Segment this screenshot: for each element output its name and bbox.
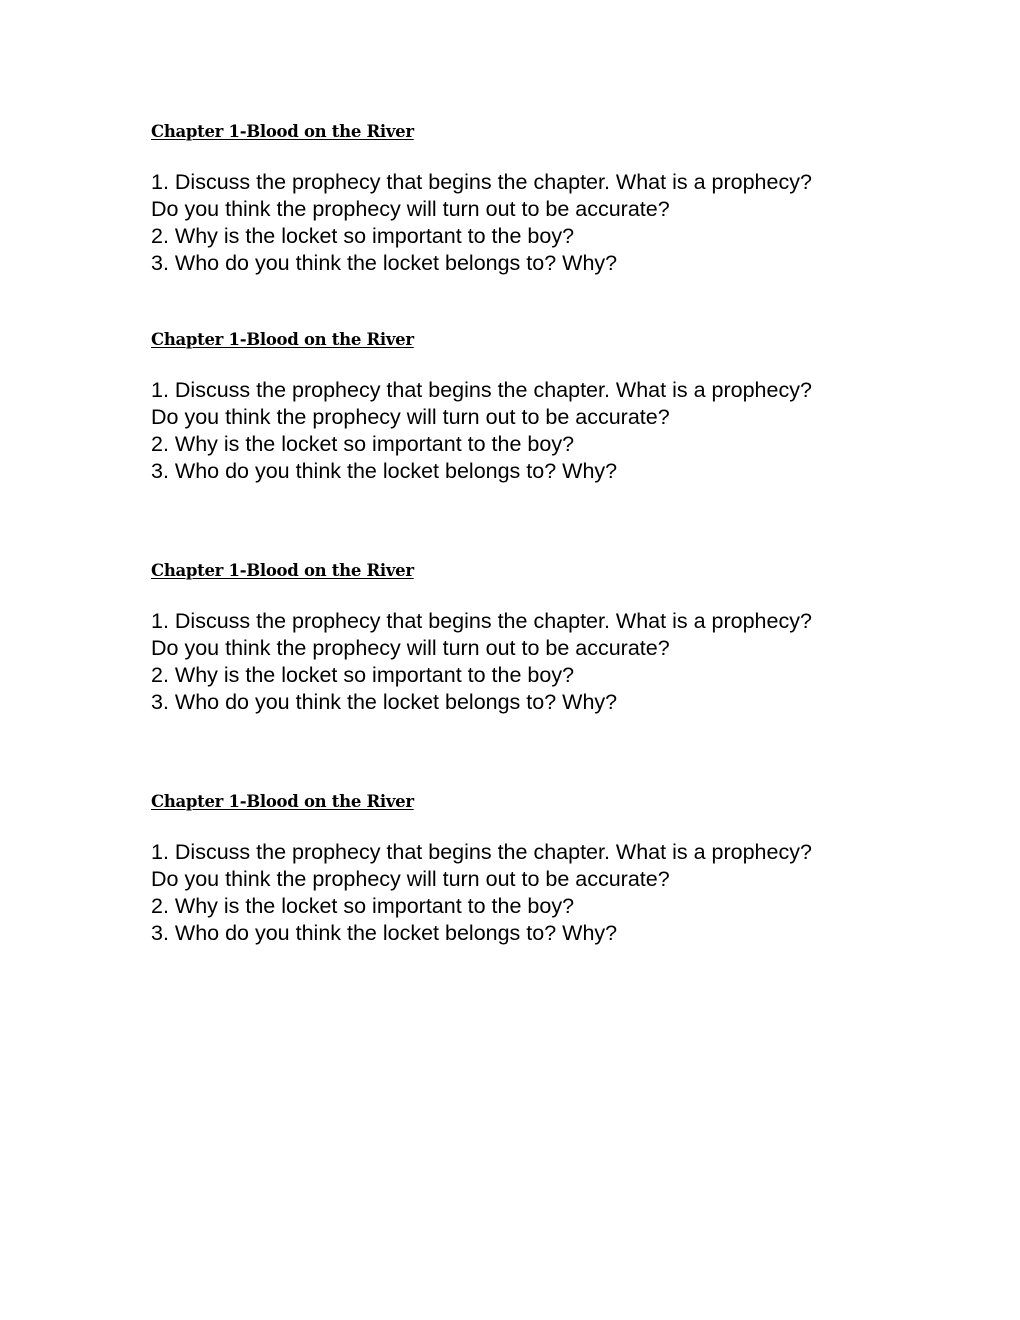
question-section-4 (151, 792, 911, 947)
question-line: 1. Discuss the prophecy that begins the chapter. What is a prophecy? (151, 378, 812, 402)
question-line: 2. Why is the locket so important to the boy? (151, 224, 575, 248)
question-list (151, 839, 911, 947)
question-section-3 (151, 561, 911, 716)
question-line: Do you think the prophecy will turn out to be accurate? (151, 636, 670, 660)
question-line: 2. Why is the locket so important to the boy? (151, 894, 575, 918)
question-section-2 (151, 330, 911, 485)
chapter-heading: Chapter 1-Blood on the River (151, 561, 414, 580)
question-line: 1. Discuss the prophecy that begins the chapter. What is a prophecy? (151, 840, 812, 864)
question-list (151, 377, 911, 485)
question-line: 3. Who do you think the locket belongs to? Why? (151, 251, 618, 275)
chapter-heading: Chapter 1-Blood on the River (151, 122, 414, 141)
question-line: 3. Who do you think the locket belongs to? Why? (151, 690, 618, 714)
question-line: 2. Why is the locket so important to the boy? (151, 663, 575, 687)
question-line: 1. Discuss the prophecy that begins the chapter. What is a prophecy? (151, 170, 812, 194)
question-list (151, 169, 911, 277)
question-list (151, 608, 911, 716)
question-line: 2. Why is the locket so important to the boy? (151, 432, 575, 456)
question-line: 3. Who do you think the locket belongs to? Why? (151, 459, 618, 483)
question-section-1 (151, 122, 911, 277)
chapter-heading: Chapter 1-Blood on the River (151, 792, 414, 811)
question-line: Do you think the prophecy will turn out to be accurate? (151, 197, 670, 221)
question-line: 3. Who do you think the locket belongs to? Why? (151, 921, 618, 945)
question-line: Do you think the prophecy will turn out to be accurate? (151, 867, 670, 891)
question-line: 1. Discuss the prophecy that begins the chapter. What is a prophecy? (151, 609, 812, 633)
question-line: Do you think the prophecy will turn out to be accurate? (151, 405, 670, 429)
chapter-heading: Chapter 1-Blood on the River (151, 330, 414, 349)
